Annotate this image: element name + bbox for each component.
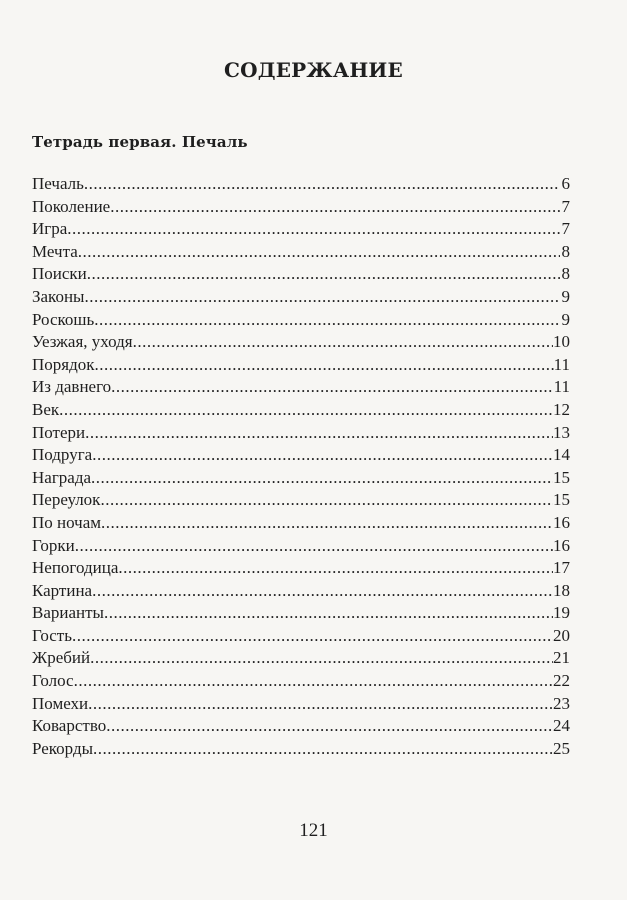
toc-entry-title: Голос: [32, 671, 74, 691]
toc-leader-dots: [133, 331, 553, 354]
toc-entry-title: Роскошь: [32, 309, 95, 329]
toc-entry-page: 9: [561, 309, 570, 329]
toc-entry: [32, 602, 570, 625]
toc-leader-dots: [91, 467, 553, 490]
toc-leader-dots: [111, 376, 553, 399]
toc-entry-title: По ночам: [32, 512, 102, 532]
toc-entry-page: 16: [553, 512, 570, 532]
toc-entry: [32, 557, 570, 580]
toc-entry: [32, 331, 570, 354]
toc-entry-page: 10: [553, 332, 570, 352]
toc-entry-title: Потери: [32, 422, 86, 442]
toc-entry: [32, 173, 570, 196]
toc-entry-title: Мечта: [32, 241, 78, 261]
toc-leader-dots: [100, 489, 553, 512]
toc-entry-title: Коварство: [32, 716, 107, 736]
toc-entry-page: 17: [553, 558, 570, 578]
toc-leader-dots: [84, 173, 560, 196]
toc-leader-dots: [90, 647, 553, 670]
toc-entry: [32, 580, 570, 603]
toc-leader-dots: [88, 693, 553, 716]
toc-entry-title: Картина: [32, 580, 93, 600]
toc-entry-page: 9: [561, 286, 570, 306]
toc-entry-title: Печаль: [32, 174, 84, 193]
toc-entry: [32, 286, 570, 309]
toc-entry: [32, 693, 570, 716]
toc-entry-title: Варианты: [32, 603, 104, 623]
toc-entry-title: Порядок: [32, 354, 95, 374]
toc-leader-dots: [74, 670, 553, 693]
toc-entry-page: 15: [553, 467, 570, 487]
toc-entry: [32, 422, 570, 445]
toc-entry-page: 21: [553, 648, 570, 668]
toc-leader-dots: [106, 715, 553, 738]
toc-entry: [32, 309, 570, 332]
toc-entry-title: Рекорды: [32, 738, 94, 758]
toc-entry-title: Уезжая, уходя: [32, 332, 133, 352]
toc-entry-title: Игра: [32, 219, 68, 239]
toc-entry-page: 20: [553, 625, 570, 645]
toc-entry-title: Переулок: [32, 490, 101, 510]
toc-entry-title: Поиски: [32, 264, 87, 284]
toc-leader-dots: [78, 241, 560, 264]
toc-entry: [32, 354, 570, 377]
toc-leader-dots: [59, 399, 553, 422]
toc-entry-page: 6: [561, 174, 570, 193]
toc-entry-page: 7: [561, 219, 570, 239]
toc-entry-page: 25: [553, 738, 570, 758]
toc-entry-title: Помехи: [32, 693, 89, 713]
toc-leader-dots: [92, 580, 553, 603]
toc-leader-dots: [93, 738, 553, 761]
toc-entry: [32, 647, 570, 670]
toc-entry-title: Горки: [32, 535, 75, 555]
toc-entry-page: 15: [553, 490, 570, 510]
toc-entry-page: 13: [553, 422, 570, 442]
toc-leader-dots: [104, 602, 553, 625]
table-of-contents: [32, 173, 570, 760]
toc-leader-dots: [87, 263, 560, 286]
toc-entry-page: 14: [553, 445, 570, 465]
toc-entry-page: 11: [553, 377, 570, 397]
toc-entry: [32, 399, 570, 422]
toc-entry-page: 8: [561, 241, 570, 261]
toc-leader-dots: [85, 422, 553, 445]
toc-entry: [32, 715, 570, 738]
section-title: Тетрадь первая. Печаль: [32, 133, 248, 151]
toc-entry: [32, 196, 570, 219]
toc-entry-title: Жребий: [32, 648, 91, 668]
toc-leader-dots: [75, 535, 553, 558]
toc-entry-page: 7: [561, 196, 570, 216]
toc-leader-dots: [118, 557, 553, 580]
toc-entry: [32, 376, 570, 399]
toc-leader-dots: [110, 196, 560, 219]
toc-entry-page: 18: [553, 580, 570, 600]
toc-entry: [32, 535, 570, 558]
toc-leader-dots: [84, 286, 560, 309]
toc-entry: [32, 489, 570, 512]
toc-entry: [32, 512, 570, 535]
toc-entry-title: Законы: [32, 286, 85, 306]
toc-entry: [32, 625, 570, 648]
toc-entry-title: Поколение: [32, 196, 111, 216]
toc-leader-dots: [67, 218, 560, 241]
toc-entry-page: 24: [553, 716, 570, 736]
toc-entry-page: 19: [553, 603, 570, 623]
toc-entry: [32, 241, 570, 264]
toc-leader-dots: [72, 625, 553, 648]
toc-entry-page: 16: [553, 535, 570, 555]
toc-leader-dots: [94, 309, 560, 332]
toc-entry-title: Гость: [32, 625, 72, 645]
toc-entry-title: Век: [32, 399, 60, 419]
toc-entry: [32, 263, 570, 286]
toc-entry: [32, 467, 570, 490]
toc-leader-dots: [95, 354, 554, 377]
toc-leader-dots: [92, 444, 553, 467]
toc-entry-page: 22: [553, 671, 570, 691]
toc-entry: [32, 218, 570, 241]
toc-entry-page: 12: [553, 399, 570, 419]
toc-entry-page: 11: [553, 354, 570, 374]
page-title: СОДЕРЖАНИЕ: [224, 58, 403, 82]
toc-entry-title: Непогодица: [32, 558, 119, 578]
toc-entry-page: 23: [553, 693, 570, 713]
toc-entry: [32, 444, 570, 467]
toc-entry-title: Награда: [32, 467, 92, 487]
toc-entry: [32, 738, 570, 761]
toc-entry-title: Подруга: [32, 445, 93, 465]
page-number: 121: [299, 820, 328, 841]
toc-entry-page: 8: [561, 264, 570, 284]
toc-leader-dots: [101, 512, 553, 535]
toc-entry: [32, 670, 570, 693]
toc-entry-title: Из давнего: [32, 377, 112, 397]
